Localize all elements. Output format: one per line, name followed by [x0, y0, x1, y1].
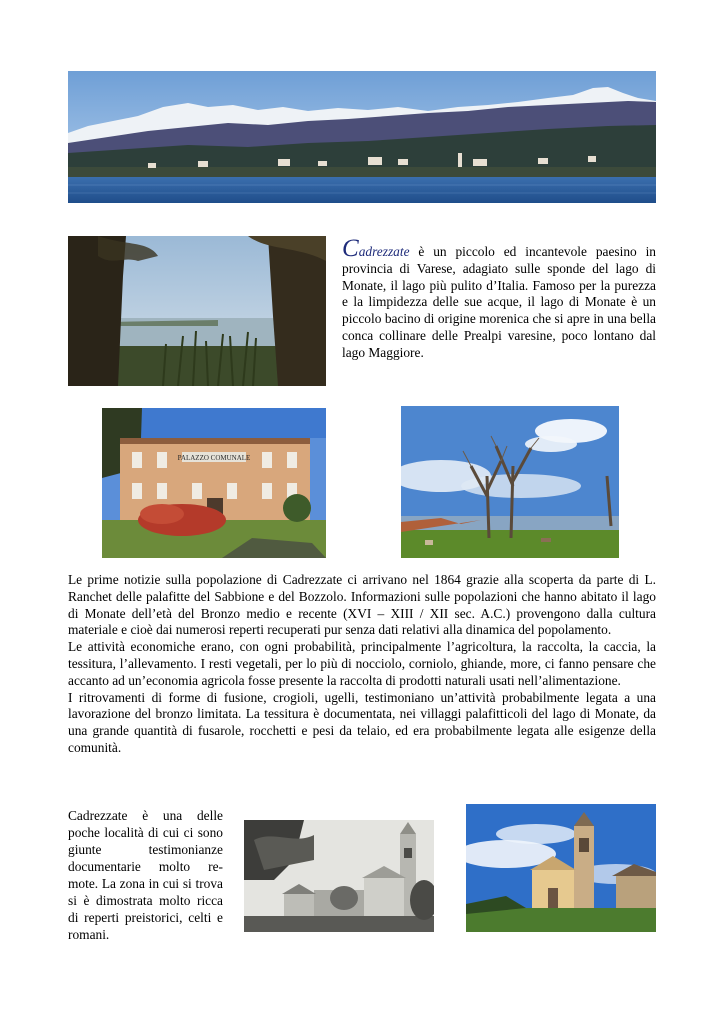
building-sign: PALAZZO COMUNALE	[177, 454, 251, 462]
town-name: adrezzate	[358, 244, 410, 259]
historic-church-photo	[244, 820, 434, 932]
intro-text: è un piccolo ed incantevole paesino in provincia di Varese, adagiato sulle sponde del lago di Monate, il lago più pulito d’Italia. Famoso per la purezza e la limpidezza delle sue acque, il lago di Monate è un piccolo bacino di origine morenica che si apre in una bella conca collinare delle Prealpi varesine, poco lontano dal lago Maggiore.	[342, 244, 656, 360]
intro-dropcap: C	[342, 235, 359, 262]
lake-panorama-photo	[68, 71, 656, 203]
history-paragraph-1: Le prime notizie sulla popolazione di Cadrezzate ci arrivano nel 1864 grazie alla scoperta da parte di L. Ranchet delle palafitte del Sabbione e del Bozzolo. Informazioni sulle popolazioni che hanno abitato il lago di Monate dell’età del Bronzo medio e recente (XVI – XIII / XII sec. A.C.) provengono dalla cultura materiale e cioè dai numerosi reperti recuperati pur senza dati relativi alla dinamica del popolamento.	[68, 572, 656, 638]
side-paragraph: Cadrezzate è una delle poche località di cui ci sono giunte testimonianze documentarie molto re-mote. La zona in cui si trova si è dimostrata molto ricca di reperti preistorici, celti e romani.	[68, 808, 223, 942]
lakeside-park-photo	[401, 406, 619, 558]
church-tower-photo	[466, 804, 656, 932]
history-paragraph-2: Le attività economiche erano, con ogni probabilità, principalmente l’agricoltura, la raccolta, la caccia, la tessitura, l’allevamento. I resti vegetali, per lo più di nocciolo, corniolo, ghiande, more, ci fanno pensare che accanto ad un’economia agricola fosse presente la raccolta di prodotti naturali usati nell’alimentazione.	[68, 639, 656, 688]
intro-paragraph	[342, 235, 656, 362]
history-text	[68, 572, 656, 757]
lakeshore-trees-photo	[68, 236, 326, 386]
history-paragraph-3: I ritrovamenti di forme di fusione, crogioli, ugelli, testimoniano un’attività probabilmente legata a una lavorazione del bronzo limitata. La tessitura è documentata, nei villaggi palafitticoli del lago di Monate, da una grande quantità di fusarole, rocchetti e pesi da telaio, ed era probabilmente legata alle esigenze della comunità.	[68, 689, 656, 755]
municipal-building-photo	[102, 408, 326, 558]
